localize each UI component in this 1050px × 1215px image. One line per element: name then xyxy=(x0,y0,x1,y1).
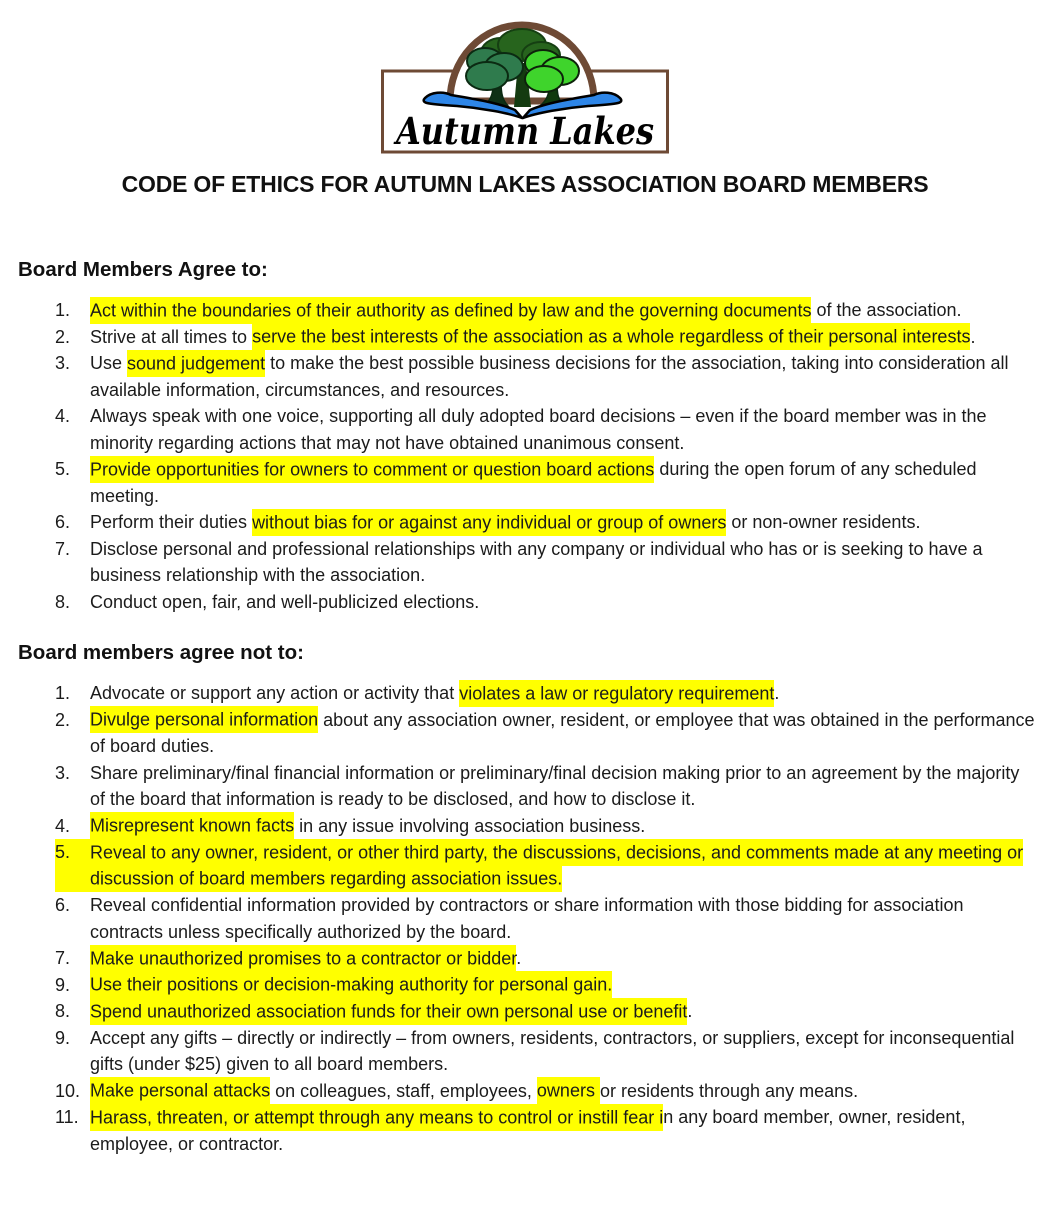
plain-text: Accept any gifts – directly or indirectly – from owners, residents, contractors, or suppliers, except for inconsequential gifts (under $25) given to all board members. xyxy=(90,1027,1015,1074)
highlighted-text: Harass, threaten, or attempt through any means to control or instill fear i xyxy=(90,1104,663,1131)
highlighted-text: Use their positions or decision-making authority for personal gain. xyxy=(90,971,612,998)
plain-text: Disclose personal and professional relationships with any company or individual who has or is seeking to have a business relationship with the association. xyxy=(90,538,983,585)
highlighted-text: Spend unauthorized association funds for their own personal use or benefit xyxy=(90,998,687,1025)
list-item-text xyxy=(90,892,1036,945)
list-item-text xyxy=(90,972,1036,999)
list-item xyxy=(0,839,1050,892)
plain-text: or residents through any means. xyxy=(599,1080,859,1101)
plain-text: n any board member, owner, resident, employee, or contractor. xyxy=(90,1107,966,1154)
plain-text: about any association owner, resident, or employee that was obtained in the performance of board duties. xyxy=(90,709,1035,756)
board-agree-not-list xyxy=(0,680,1050,1157)
list-item-number: 7. xyxy=(55,538,71,559)
list-item-number: 11. xyxy=(55,1107,79,1127)
plain-text: to make the best possible business decisions for the association, taking into consideration all available information, circumstances, and resources. xyxy=(90,353,1009,400)
list-item-number: 4. xyxy=(55,406,71,426)
highlighted-text: violates a law or regulatory requirement xyxy=(459,680,774,707)
section-heading-agree-not-to: Board members agree not to: xyxy=(18,641,304,664)
plain-text: Strive at all times to xyxy=(90,326,253,347)
list-item-number: 8. xyxy=(55,1001,71,1021)
list-item-text xyxy=(90,324,1036,351)
list-item xyxy=(0,892,1050,945)
highlighted-text: Make personal attacks xyxy=(90,1077,270,1104)
list-item-text xyxy=(90,403,1036,456)
list-item xyxy=(0,945,1050,972)
list-item xyxy=(0,760,1050,813)
list-item-text xyxy=(90,760,1036,813)
highlighted-text: owners xyxy=(537,1077,600,1104)
list-item-number: 1. xyxy=(55,683,71,703)
list-item-number: 4. xyxy=(55,815,71,836)
plain-text: in any issue involving association business. xyxy=(294,815,646,836)
list-item xyxy=(0,1078,1050,1105)
list-item-text xyxy=(90,1025,1036,1078)
plain-text: Advocate or support any action or activity that xyxy=(90,683,460,703)
list-item xyxy=(0,680,1050,707)
list-item xyxy=(0,813,1050,840)
highlighted-text: Divulge personal information xyxy=(90,706,318,733)
list-item-text xyxy=(90,1104,1036,1157)
list-item-number: 3. xyxy=(55,353,71,373)
document-title: CODE OF ETHICS FOR AUTUMN LAKES ASSOCIATION BOARD MEMBERS xyxy=(121,171,929,197)
list-item-number: 10. xyxy=(55,1080,81,1101)
list-item-number: 9. xyxy=(55,1027,71,1048)
plain-text: Reveal confidential information provided by contractors or share information with those bidding for association contracts unless specifically authorized by the board. xyxy=(90,895,964,942)
list-item-number: 1. xyxy=(55,300,71,320)
highlighted-text: sound judgement xyxy=(127,350,265,377)
list-item-text xyxy=(90,536,1036,589)
highlighted-text: Misrepresent known facts xyxy=(90,812,294,839)
list-item-text xyxy=(90,707,1036,760)
list-item-number: 7. xyxy=(55,948,71,968)
highlighted-text: Act within the boundaries of their authority as defined by law and the governing documents xyxy=(90,297,811,324)
highlighted-text: without bias for or against any individual or group of owners xyxy=(252,509,726,536)
plain-text: Always speak with one voice, supporting all duly adopted board decisions – even if the board member was in the minority regarding actions that may not have obtained unanimous consent. xyxy=(90,406,987,453)
plain-text: Perform their duties xyxy=(90,512,253,532)
list-item-number: 2. xyxy=(55,709,71,730)
list-item-number: 6. xyxy=(55,512,71,532)
list-item xyxy=(0,536,1050,589)
section-heading-agree-to: Board Members Agree to: xyxy=(18,258,268,281)
autumn-lakes-logo xyxy=(381,15,669,155)
highlighted-text: serve the best interests of the association as a whole regardless of their personal interests xyxy=(252,323,970,350)
list-item-text xyxy=(90,509,1036,536)
highlighted-text: Provide opportunities for owners to comment or question board actions xyxy=(90,456,654,483)
list-item-text xyxy=(90,589,1036,616)
list-item-text xyxy=(90,456,1036,509)
plain-text: on colleagues, staff, employees, xyxy=(270,1080,537,1101)
list-item-text xyxy=(90,350,1036,403)
logo-container xyxy=(0,0,1050,155)
list-item-number: 2. xyxy=(55,326,71,347)
plain-text: . xyxy=(970,326,976,347)
list-item xyxy=(0,1104,1050,1157)
list-item xyxy=(0,324,1050,351)
list-item-text xyxy=(90,1078,1036,1105)
plain-text: Use xyxy=(90,353,128,373)
list-item xyxy=(0,403,1050,456)
list-item-number: 3. xyxy=(55,762,71,783)
list-item-number: 8. xyxy=(55,591,71,612)
plain-text: or non-owner residents. xyxy=(726,512,921,532)
plain-text: . xyxy=(687,1001,693,1021)
list-item-number: 9. xyxy=(55,974,71,995)
plain-text: Share preliminary/final financial information or preliminary/final decision making prior to an agreement by the majority of the board that information is ready to be disclosed, and how to disclose it. xyxy=(90,762,1020,809)
list-item xyxy=(0,589,1050,616)
list-item xyxy=(0,972,1050,999)
logo-wordmark: Autumn Lakes xyxy=(393,109,655,153)
plain-text: during the open forum of any scheduled meeting. xyxy=(90,459,977,506)
list-item-number: 5. xyxy=(55,459,71,479)
plain-text: of the association. xyxy=(811,300,962,320)
list-item xyxy=(0,998,1050,1025)
board-agree-list xyxy=(0,297,1050,615)
list-item-text xyxy=(90,813,1036,840)
list-item-text xyxy=(90,839,1036,892)
list-item-number: 6. xyxy=(55,895,71,915)
plain-text: . xyxy=(774,683,780,703)
plain-text: Conduct open, fair, and well-publicized elections. xyxy=(90,591,480,612)
highlighted-text: Reveal to any owner, resident, or other third party, the discussions, decisions, and comments made at any meeting or discussion of board members regarding association issues. xyxy=(90,839,1023,893)
plain-text: . xyxy=(516,948,522,968)
list-item-text xyxy=(90,297,1036,324)
list-item xyxy=(0,350,1050,403)
list-item-text xyxy=(90,680,1036,707)
list-item xyxy=(0,297,1050,324)
list-item xyxy=(0,1025,1050,1078)
list-item xyxy=(0,707,1050,760)
list-item xyxy=(0,509,1050,536)
list-item-number: 5. xyxy=(55,839,90,892)
list-item-text xyxy=(90,945,1036,972)
highlighted-text: Make unauthorized promises to a contractor or bidder xyxy=(90,945,516,972)
list-item-text xyxy=(90,998,1036,1025)
list-item xyxy=(0,456,1050,509)
